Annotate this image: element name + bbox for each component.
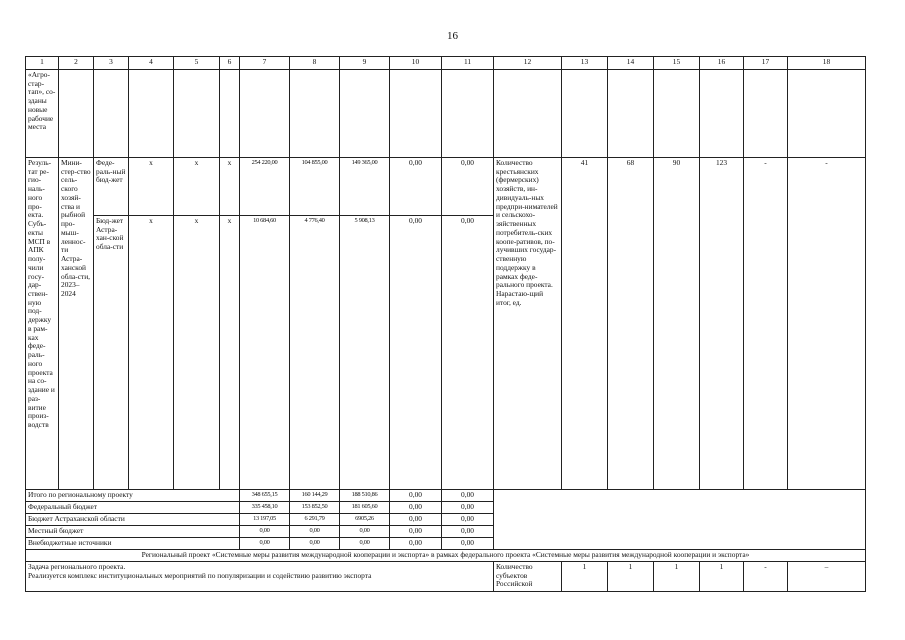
amount-total: 10 684,60 bbox=[240, 216, 290, 490]
summary-label: Итого по региональному проекту bbox=[26, 490, 240, 502]
summary-row bbox=[26, 490, 866, 502]
summary-amount: 0,00 bbox=[290, 538, 340, 550]
indicator-value: 1 bbox=[700, 562, 744, 592]
summary-amount: 160 144,29 bbox=[290, 490, 340, 502]
cell: х bbox=[174, 216, 220, 490]
col-header: 13 bbox=[562, 57, 608, 70]
indicator-value: 68 bbox=[608, 158, 654, 490]
indicator-value: - bbox=[744, 158, 788, 490]
col-header: 18 bbox=[788, 57, 866, 70]
responsible-ministry: Мини-стер-ство сель-ского хозяй-ства и рыбной про-мыш-леннос-ти Астра-ханской обла-сти, 2023–2024 bbox=[59, 158, 94, 490]
summary-amount: 0,00 bbox=[240, 526, 290, 538]
amount: 0,00 bbox=[390, 158, 442, 216]
summary-label: Внебюджетные источники bbox=[26, 538, 240, 550]
col-header: 17 bbox=[744, 57, 788, 70]
summary-label: Бюджет Астраханской области bbox=[26, 514, 240, 526]
summary-amount: 0,00 bbox=[240, 538, 290, 550]
col-header: 2 bbox=[59, 57, 94, 70]
col-header: 15 bbox=[654, 57, 700, 70]
goal-row bbox=[26, 562, 866, 592]
cell: х bbox=[220, 216, 240, 490]
cell: х bbox=[174, 158, 220, 216]
summary-amount: 6905,26 bbox=[340, 514, 390, 526]
summary-amount: 0,00 bbox=[390, 490, 442, 502]
indicator-value: - bbox=[788, 158, 866, 490]
summary-amount: 335 458,10 bbox=[240, 502, 290, 514]
col-header: 1 bbox=[26, 57, 59, 70]
regional-project-table bbox=[25, 56, 866, 592]
agro-startup-cell: «Агро-стар-тап», со-зданы новые рабочие места bbox=[26, 70, 59, 158]
summary-label: Федеральный бюджет bbox=[26, 502, 240, 514]
indicator-value: 90 bbox=[654, 158, 700, 490]
summary-amount: 0,00 bbox=[390, 538, 442, 550]
indicator-description: Количество крестьянских (фермерских) хозяйств, ин-дивидуаль-ных предпри-нимателей и сельскохо-зяйственных потребитель-ских коопе-ративов, по-лучивших государ-ственную поддержку в рамках феде-рального проекта. Нарастаю-щий итог, ед. bbox=[494, 158, 562, 490]
amount: 0,00 bbox=[442, 216, 494, 490]
summary-amount: 6 291,79 bbox=[290, 514, 340, 526]
summary-amount: 0,00 bbox=[442, 538, 494, 550]
summary-amount: 348 655,15 bbox=[240, 490, 290, 502]
indicator-description: Количество субъектов Российской bbox=[494, 562, 562, 592]
summary-amount: 13 197,05 bbox=[240, 514, 290, 526]
col-header: 7 bbox=[240, 57, 290, 70]
summary-amount: 0,00 bbox=[390, 502, 442, 514]
goal-line: Реализуется комплекс институциональных мероприятий по популяризации и содействию развитию экспорта bbox=[28, 570, 372, 580]
result-description: Резуль-тат ре-гио-наль-ного про-екта. Субъ-екты МСП в АПК полу-чили госу-дар-ствен-ную под-держку в рам-ках феде-раль-ного проекта на со-здание и раз-витие произ-водств bbox=[26, 158, 59, 490]
col-header: 10 bbox=[390, 57, 442, 70]
summary-amount: 0,00 bbox=[340, 538, 390, 550]
summary-amount: 0,00 bbox=[442, 526, 494, 538]
col-header: 16 bbox=[700, 57, 744, 70]
indicator-value: 41 bbox=[562, 158, 608, 490]
goal-description bbox=[26, 562, 494, 592]
amount-2023: 104 855,00 bbox=[290, 158, 340, 216]
col-header: 5 bbox=[174, 57, 220, 70]
table-row bbox=[26, 70, 866, 158]
col-header: 4 bbox=[129, 57, 174, 70]
column-number-row bbox=[26, 57, 866, 70]
cell: х bbox=[129, 158, 174, 216]
summary-amount: 0,00 bbox=[390, 514, 442, 526]
indicator-value: 1 bbox=[562, 562, 608, 592]
cell: х bbox=[220, 158, 240, 216]
summary-amount: 0,00 bbox=[390, 526, 442, 538]
amount-total: 254 220,00 bbox=[240, 158, 290, 216]
col-header: 3 bbox=[94, 57, 129, 70]
col-header: 12 bbox=[494, 57, 562, 70]
summary-amount: 0,00 bbox=[442, 514, 494, 526]
amount: 0,00 bbox=[390, 216, 442, 490]
indicator-value: 1 bbox=[608, 562, 654, 592]
summary-amount: 0,00 bbox=[290, 526, 340, 538]
summary-amount: 153 852,50 bbox=[290, 502, 340, 514]
summary-amount: 0,00 bbox=[442, 502, 494, 514]
goal-line: Задача регионального проекта. bbox=[28, 562, 126, 571]
summary-amount: 181 605,60 bbox=[340, 502, 390, 514]
funding-source: Феде-раль-ный бюд-жет bbox=[94, 158, 129, 216]
indicator-value: 123 bbox=[700, 158, 744, 490]
amount: 0,00 bbox=[442, 158, 494, 216]
page-number: 16 bbox=[447, 30, 458, 42]
indicator-value: – bbox=[788, 562, 866, 592]
col-header: 14 bbox=[608, 57, 654, 70]
col-header: 8 bbox=[290, 57, 340, 70]
amount-2024: 5 908,13 bbox=[340, 216, 390, 490]
cell: х bbox=[129, 216, 174, 490]
col-header: 6 bbox=[220, 57, 240, 70]
col-header: 9 bbox=[340, 57, 390, 70]
summary-label: Местный бюджет bbox=[26, 526, 240, 538]
table-row bbox=[26, 158, 866, 216]
indicator-value: 1 bbox=[654, 562, 700, 592]
project-title-row bbox=[26, 550, 866, 562]
amount-2023: 4 776,40 bbox=[290, 216, 340, 490]
summary-amount: 188 510,86 bbox=[340, 490, 390, 502]
summary-amount: 0,00 bbox=[340, 526, 390, 538]
funding-source: Бюд-жет Астра-хан-ской обла-сти bbox=[94, 216, 129, 490]
summary-amount: 0,00 bbox=[442, 490, 494, 502]
project-title: Региональный проект «Системные меры развития международной кооперации и экспорта» в рамках федерального проекта «Системные меры развития международной кооперации и экспорта» bbox=[26, 550, 866, 562]
col-header: 11 bbox=[442, 57, 494, 70]
amount-2024: 149 365,00 bbox=[340, 158, 390, 216]
indicator-value: - bbox=[744, 562, 788, 592]
